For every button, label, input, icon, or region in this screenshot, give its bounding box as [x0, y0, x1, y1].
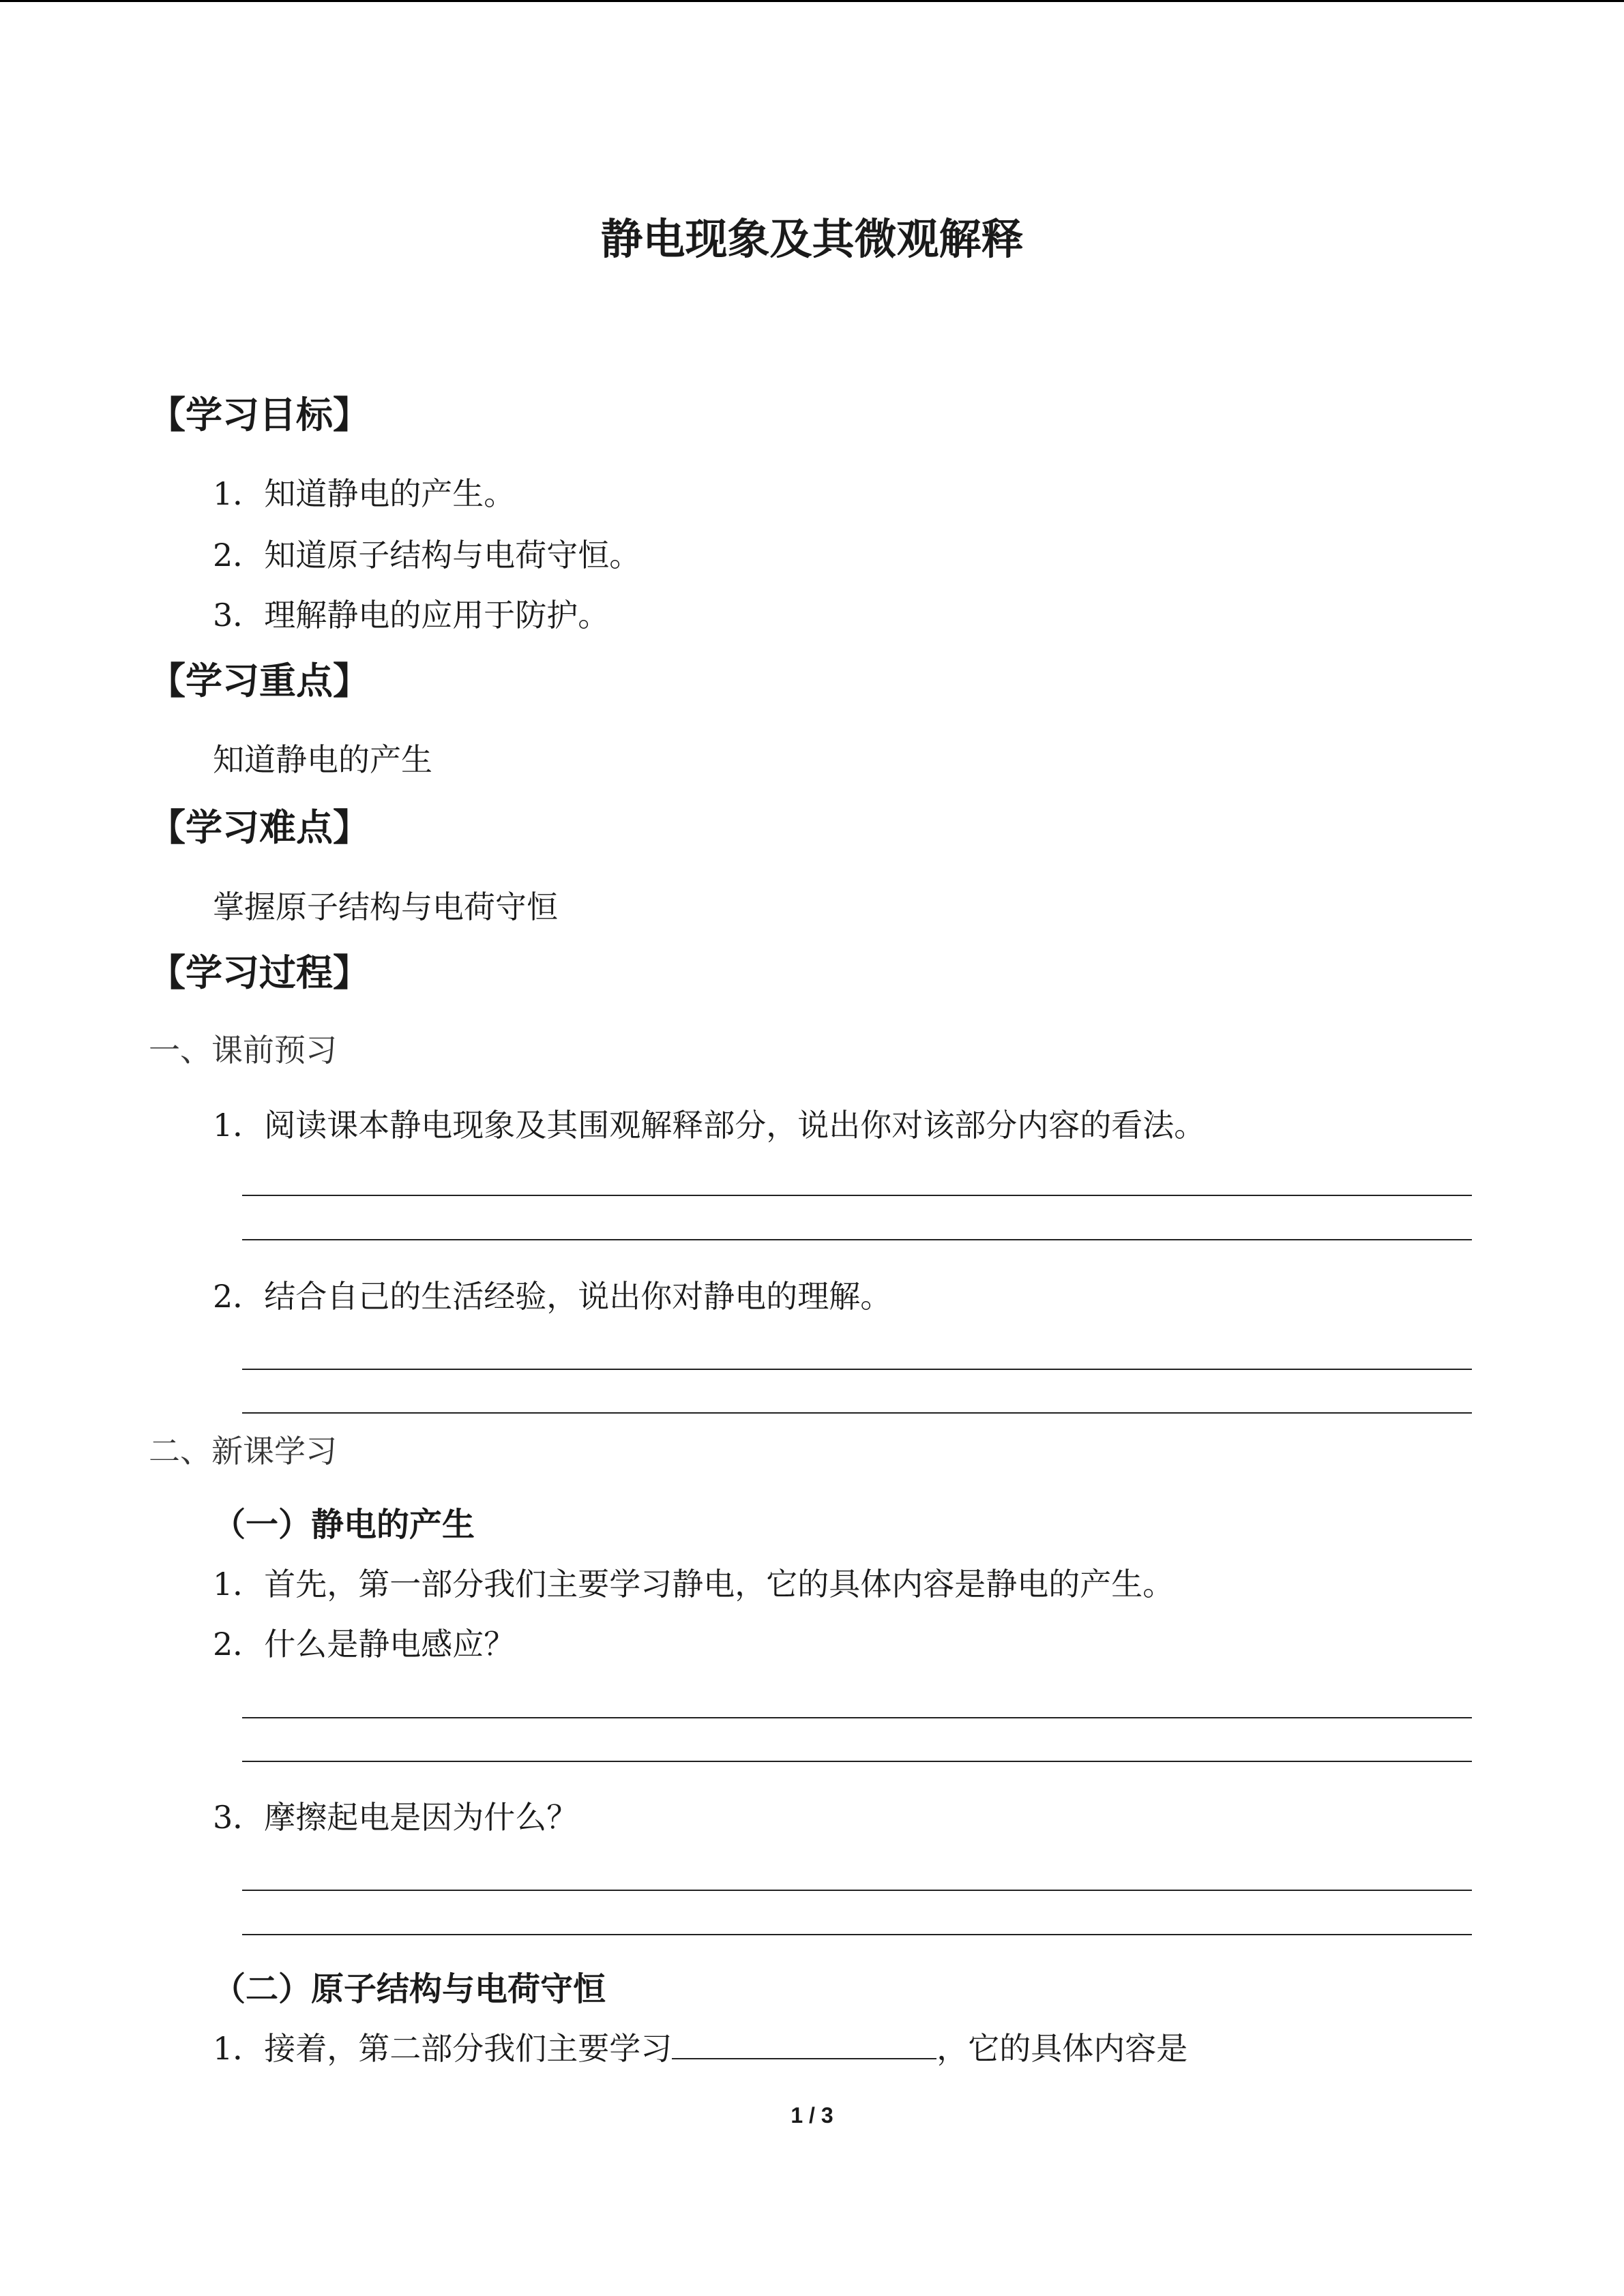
- preview-question-1: 1．阅读课本静电现象及其围观解释部分，说出你对该部分内容的看法。: [213, 1107, 1206, 1144]
- answer-line[interactable]: [242, 1761, 1472, 1762]
- page-top-border: [0, 0, 1624, 2]
- preview-question-2: 2．结合自己的生活经验，说出你对静电的理解。: [213, 1278, 892, 1315]
- part2-question-1-end: ，它的具体内容是: [936, 2030, 1188, 2067]
- part2-question-1: [213, 2029, 1187, 2068]
- answer-line[interactable]: [242, 1195, 1472, 1196]
- part1-question-3: 3．摩擦起电是因为什么？: [213, 1799, 578, 1836]
- goal-item-1: 1．知道静电的产生。: [213, 475, 516, 512]
- part1-title: （一）静电的产生: [213, 1506, 475, 1544]
- answer-line[interactable]: [242, 1890, 1472, 1891]
- part2-question-1-start: 1．接着，第二部分我们主要学习: [213, 2030, 673, 2067]
- answer-line[interactable]: [242, 1239, 1472, 1240]
- goal-item-3: 3．理解静电的应用于防护。: [213, 597, 610, 633]
- answer-line[interactable]: [242, 1412, 1472, 1414]
- difficulties-heading: 【学习难点】: [149, 805, 370, 849]
- difficulties-text: 掌握原子结构与电荷守恒: [213, 889, 558, 925]
- page-number: 1 / 3: [791, 2103, 833, 2128]
- part1-question-2: 2．什么是静电感应？: [213, 1626, 516, 1663]
- key-points-heading: 【学习重点】: [149, 659, 370, 702]
- key-points-text: 知道静电的产生: [213, 741, 432, 778]
- fill-in-blank[interactable]: [672, 2031, 936, 2059]
- answer-line[interactable]: [242, 1934, 1472, 1935]
- preview-section-label: 一、课前预习: [149, 1032, 337, 1069]
- part2-title: （二）原子结构与电荷守恒: [213, 1970, 606, 2008]
- answer-line[interactable]: [242, 1369, 1472, 1370]
- process-heading: 【学习过程】: [149, 951, 370, 994]
- answer-line[interactable]: [242, 1717, 1472, 1718]
- new-lesson-section-label: 二、新课学习: [149, 1433, 337, 1470]
- goals-heading: 【学习目标】: [149, 393, 370, 436]
- part1-question-1: 1．首先，第一部分我们主要学习静电，它的具体内容是静电的产生。: [213, 1566, 1175, 1602]
- goal-item-2: 2．知道原子结构与电荷守恒。: [213, 537, 641, 573]
- document-title: 静电现象及其微观解释: [600, 214, 1024, 264]
